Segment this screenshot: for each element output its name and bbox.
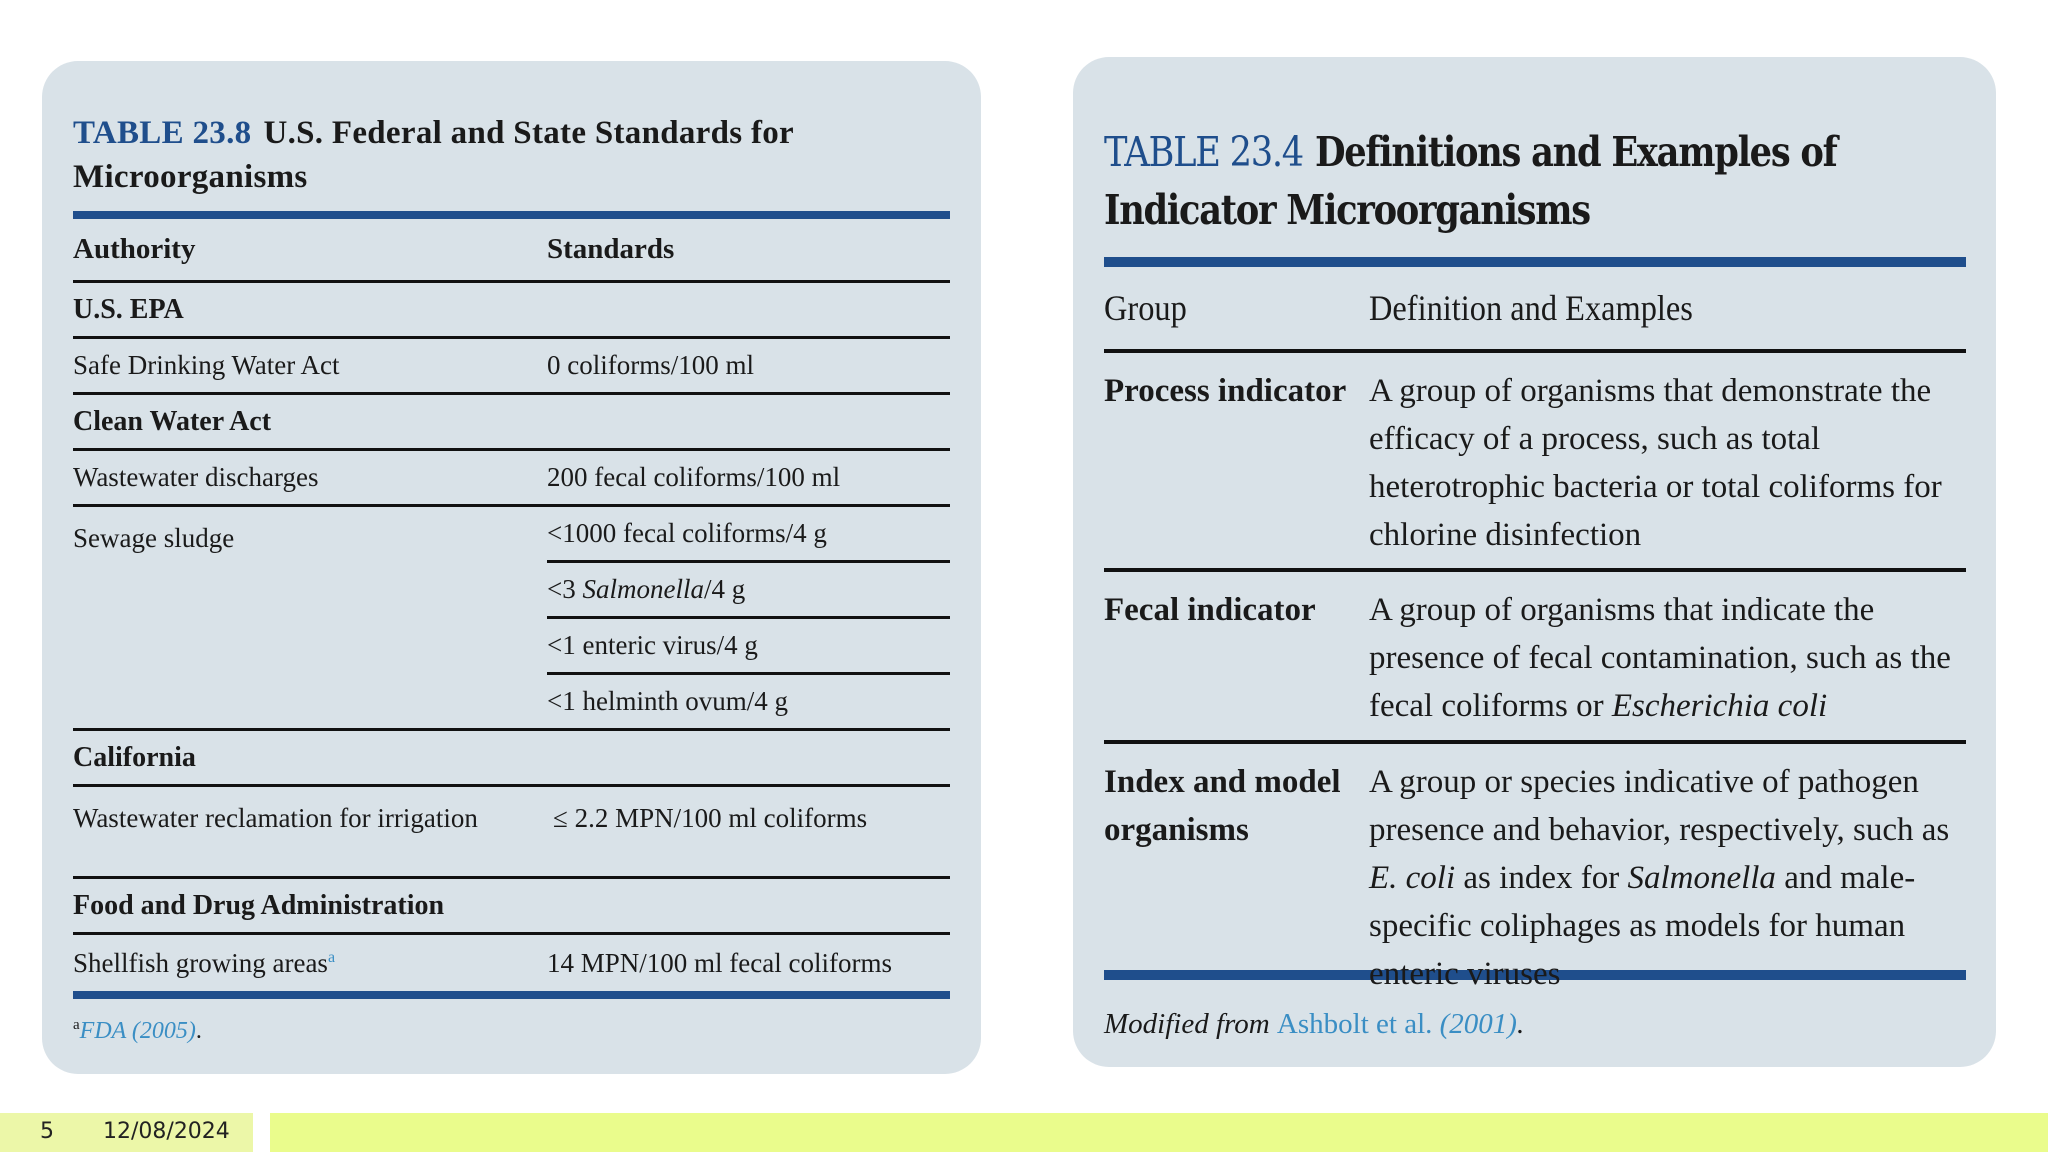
header-group xyxy=(1104,287,1369,329)
header-group-text: Group xyxy=(1104,288,1187,328)
definition-text: as index for xyxy=(1455,860,1628,896)
definition-italic: Escherichia coli xyxy=(1611,688,1828,724)
table-23-4-number: TABLE 23.4 xyxy=(1104,128,1303,176)
row-standard: 200 fecal coliforms/100 ml xyxy=(547,462,841,492)
table-23-8-card xyxy=(42,61,981,1074)
slide-date: 12/08/2024 xyxy=(103,1119,230,1144)
definition-italic: Salmonella xyxy=(1627,860,1776,896)
table-top-rule xyxy=(1104,257,1966,267)
footnote-prefix: Modified from xyxy=(1104,1008,1277,1040)
table-23-4-card xyxy=(1073,57,1996,1067)
sludge-standard xyxy=(547,563,950,619)
table-23-4-title xyxy=(1104,123,1964,239)
table-top-rule xyxy=(73,211,950,219)
table-row-index xyxy=(1104,744,1966,992)
row-authority-text: Shellfish growing areas xyxy=(73,947,328,978)
row-authority: Safe Drinking Water Act xyxy=(73,350,340,380)
footnote-reference-link[interactable]: Ashbolt et al. xyxy=(1276,1008,1440,1040)
header-definition xyxy=(1369,287,1729,329)
table-row-process xyxy=(1104,353,1966,572)
row-authority xyxy=(73,948,547,979)
table-row xyxy=(73,787,950,879)
table-23-8-footnote xyxy=(73,1017,950,1045)
row-standard: ≤ 2.2 MPN/100 ml coliforms xyxy=(553,803,868,833)
row-group: Fecal indicator xyxy=(1104,592,1316,628)
row-authority: Wastewater discharges xyxy=(73,462,319,492)
row-definition: A group of organisms that demonstrate the efficacy of a process, such as total heterotrophic bacteria or total coliforms for chlorine disinfection xyxy=(1369,373,1942,553)
definition-italic: E. coli xyxy=(1369,860,1456,896)
table-row xyxy=(73,339,950,395)
section-cwa xyxy=(73,395,950,451)
table-23-4-footnote xyxy=(1104,1008,1966,1041)
footnote-year-link[interactable]: (2001) xyxy=(1439,1008,1517,1040)
table-23-8-number: TABLE 23.8 xyxy=(73,115,252,151)
sludge-standard: <1 helminth ovum/4 g xyxy=(547,686,788,716)
table-23-8-title-text: U.S. Federal and State Standards for Microorganisms xyxy=(73,115,794,195)
table-row-fecal xyxy=(1104,572,1966,744)
row-group: Index and model organisms xyxy=(1104,764,1341,848)
table-23-4-title-text: Definitions and Examples of Indicator Microorganisms xyxy=(1104,128,1837,234)
sludge-standard-prefix: <3 xyxy=(547,574,583,604)
row-authority: Wastewater reclamation for irrigation xyxy=(73,803,478,833)
definition-text: A group or species indicative of pathogen presence and behavior, respectively, such as xyxy=(1369,764,1950,848)
definition-text: A group of organisms that indicate the presence of fecal contamination, such as the fecal coliforms or xyxy=(1369,592,1951,724)
table-row xyxy=(73,935,950,991)
sludge-standards-list xyxy=(547,507,950,728)
table-header-row xyxy=(73,219,950,283)
footer-accent-bar xyxy=(270,1113,2048,1152)
table-header-row xyxy=(1104,267,1966,353)
row-group: Process indicator xyxy=(1104,373,1347,409)
header-authority: Authority xyxy=(73,233,196,265)
footnote-mark[interactable]: a xyxy=(327,948,336,966)
sludge-standard: <1000 fecal coliforms/4 g xyxy=(547,507,950,563)
footnote-reference-link[interactable]: FDA (2005) xyxy=(79,1018,196,1044)
section-epa-label: U.S. EPA xyxy=(73,293,184,325)
section-cwa-label: Clean Water Act xyxy=(73,405,272,437)
row-definition xyxy=(1369,586,1966,740)
sludge-standard-suffix: /4 g xyxy=(703,574,746,604)
footnote-mark: a xyxy=(73,1017,80,1033)
section-epa xyxy=(73,283,950,339)
table-23-8-title xyxy=(73,111,950,199)
section-california xyxy=(73,731,950,787)
section-fda xyxy=(73,879,950,935)
row-definition xyxy=(1369,758,1966,992)
table-bottom-rule xyxy=(73,991,950,999)
slide-footer xyxy=(0,1113,253,1152)
header-standards: Standards xyxy=(547,233,675,265)
row-standard: 14 MPN/100 ml fecal coliforms xyxy=(547,947,892,978)
row-standard: 0 coliforms/100 ml xyxy=(547,350,754,380)
header-definition-text: Definition and Examples xyxy=(1369,288,1693,328)
footnote-trail: . xyxy=(1516,1008,1525,1040)
row-authority: Sewage sludge xyxy=(73,523,235,553)
section-fda-label: Food and Drug Administration xyxy=(73,889,445,921)
section-california-label: California xyxy=(73,741,196,773)
footnote-trail: . xyxy=(195,1018,202,1044)
table-row xyxy=(73,451,950,507)
definition-text: and male-specific coliphages as models for human enteric viruses xyxy=(1369,860,1916,992)
sludge-standard-italic: Salmonella xyxy=(582,574,704,604)
table-row-sludge xyxy=(73,507,950,731)
page-number: 5 xyxy=(40,1119,54,1144)
sludge-standard: <1 enteric virus/4 g xyxy=(547,619,950,675)
